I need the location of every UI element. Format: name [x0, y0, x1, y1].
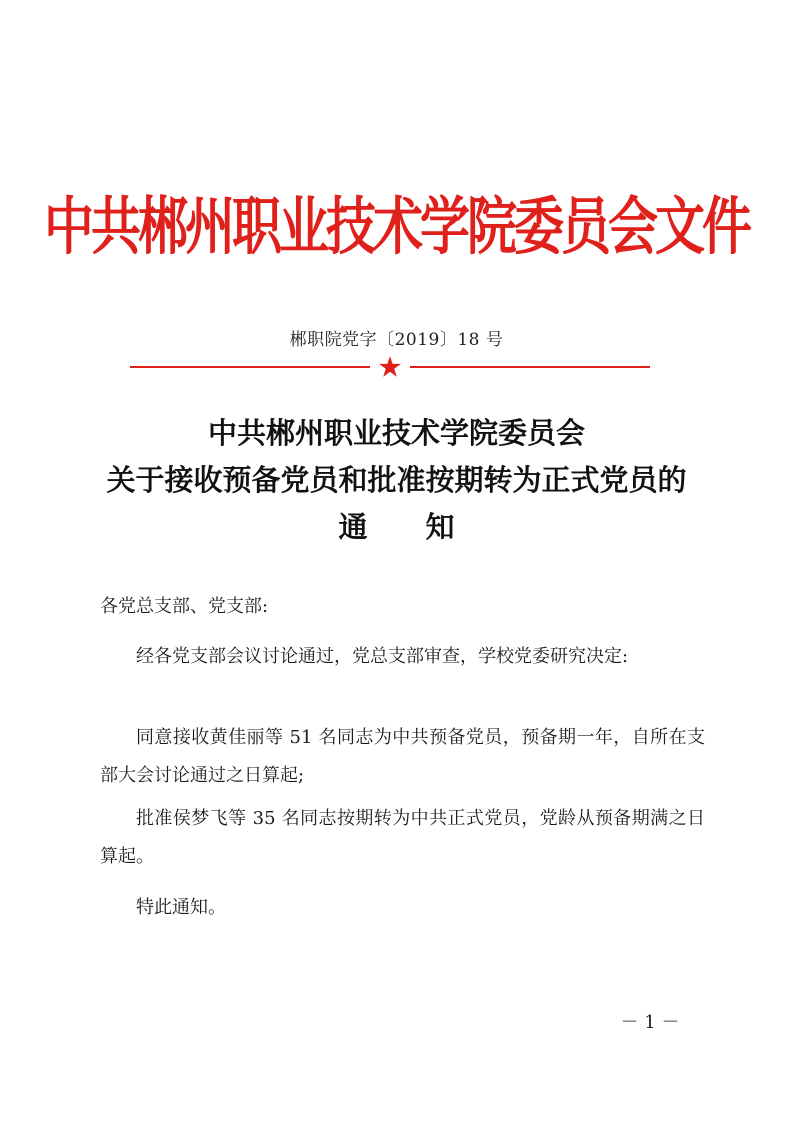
document-number: 郴职院党字〔2019〕18 号 — [289, 330, 504, 350]
divider-line-left — [130, 366, 370, 368]
closing-paragraph: 特此通知。 — [136, 897, 226, 918]
document-masthead: 中共郴州职业技术学院委员会文件 — [44, 190, 749, 263]
paragraph: 经各党支部会议讨论通过，党总支部审查，学校党委研究决定: — [136, 646, 629, 667]
salutation: 各党总支部、党支部: — [100, 596, 269, 617]
title-line-3: 通知 — [338, 510, 513, 544]
title-line-2: 关于接收预备党员和批准按期转为正式党员的 — [106, 463, 687, 497]
paragraph: 批准侯梦飞等 35 名同志按期转为中共正式党员，党龄从预备期满之日算起。 — [100, 808, 705, 867]
page-number: － 1 － — [620, 1012, 680, 1033]
divider-line-right — [410, 366, 650, 368]
red-divider — [130, 355, 650, 379]
title-line-1: 中共郴州职业技术学院委员会 — [207, 416, 585, 450]
star-icon — [378, 355, 402, 379]
paragraph: 同意接收黄佳丽等 51 名同志为中共预备党员，预备期一年，自所在支部大会讨论通过之日算起; — [100, 727, 705, 786]
